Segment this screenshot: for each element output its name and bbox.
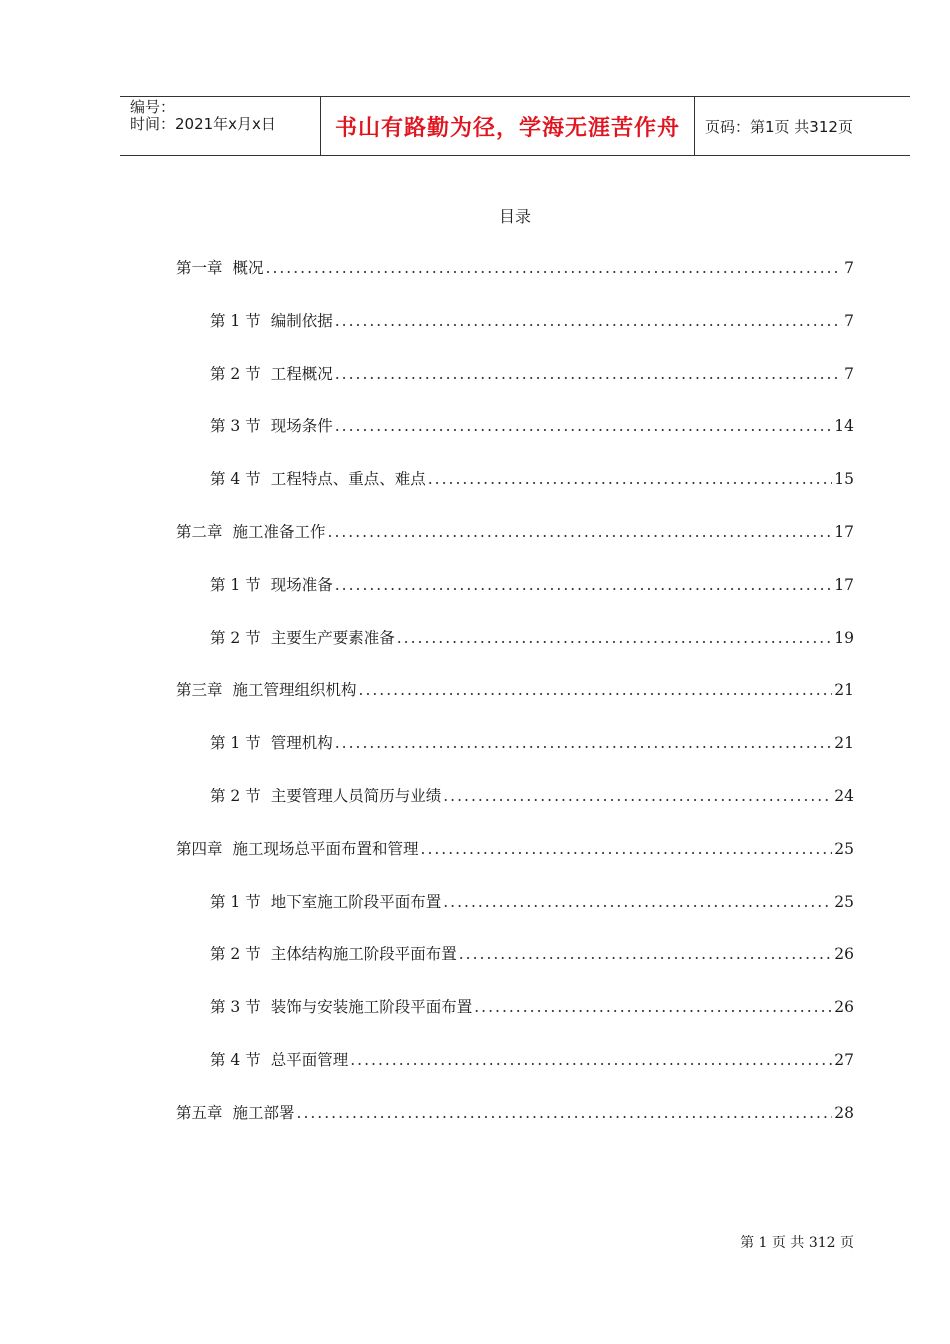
toc-entry-page: 25 (834, 892, 854, 911)
toc-entry-page: 7 (844, 364, 854, 383)
toc-entry-number: 第 2 节 (210, 364, 261, 383)
toc-entry-title: 总平面管理 (270, 1051, 349, 1069)
toc-leader-dots (335, 415, 833, 437)
toc-section-entry[interactable] (210, 363, 854, 385)
toc-entry-number: 第 3 节 (210, 417, 261, 436)
toc-entry-title: 现场准备 (270, 575, 333, 594)
toc-entry-title: 施工管理组织机构 (232, 681, 357, 700)
toc-entry-number: 第 4 节 (210, 470, 261, 489)
toc-leader-dots (266, 257, 843, 279)
toc-entry-number: 第三章 (176, 681, 223, 700)
document-number-label: 编号： (130, 98, 176, 116)
toc-entry-title: 主体结构施工阶段平面布置 (270, 945, 457, 964)
toc-leader-dots (328, 521, 833, 543)
toc-entry-title: 施工部署 (232, 1103, 295, 1122)
toc-leader-dots (335, 310, 842, 332)
toc-leader-dots (421, 838, 833, 860)
toc-entry-title: 现场条件 (270, 417, 333, 436)
toc-entry-number: 第五章 (176, 1103, 223, 1122)
toc-entry-page: 26 (834, 945, 854, 964)
toc-leader-dots (474, 996, 832, 1018)
toc-section-entry[interactable] (210, 732, 854, 754)
toc-entry-page: 21 (834, 681, 854, 700)
toc-entry-page: 26 (834, 998, 854, 1017)
toc-leader-dots (428, 468, 833, 490)
toc-section-entry[interactable] (210, 468, 854, 490)
header-page-cell (695, 97, 910, 155)
toc-section-entry[interactable] (210, 1049, 854, 1071)
toc-entry-page: 15 (834, 470, 854, 489)
document-header (120, 96, 910, 156)
toc-entry-number: 第 2 节 (210, 787, 261, 805)
toc-section-entry[interactable] (210, 996, 854, 1018)
toc-entry-title: 主要管理人员简历与业绩 (270, 787, 442, 805)
toc-entry-number: 第 1 节 (210, 575, 261, 594)
toc-entry-page: 25 (834, 839, 854, 858)
toc-entry-number: 第二章 (176, 523, 223, 541)
page-footer: 第 1 页 共 312 页 (740, 1235, 854, 1251)
toc-entry-number: 第 2 节 (210, 628, 261, 647)
toc-section-entry[interactable] (210, 891, 854, 913)
toc-leader-dots (350, 1049, 832, 1071)
toc-entry-page: 19 (834, 628, 854, 647)
toc-section-entry[interactable] (210, 310, 854, 332)
toc-entry-title: 施工现场总平面布置和管理 (232, 839, 419, 858)
toc-leader-dots (459, 943, 833, 965)
toc-entry-number: 第 1 节 (210, 734, 261, 753)
toc-chapter-entry[interactable] (176, 1102, 854, 1124)
toc-entry-page: 17 (834, 523, 854, 541)
toc-entry-number: 第四章 (176, 839, 223, 858)
toc-entry-title: 施工准备工作 (232, 523, 326, 541)
toc-section-entry[interactable] (210, 627, 854, 649)
toc-section-entry[interactable] (210, 574, 854, 596)
toc-entry-title: 地下室施工阶段平面布置 (270, 892, 442, 911)
toc-leader-dots (443, 785, 832, 807)
header-motto-cell (321, 97, 695, 155)
toc-entry-page: 21 (834, 734, 854, 753)
toc-entry-number: 第 1 节 (210, 892, 261, 911)
toc-entry-page: 7 (844, 259, 854, 277)
toc-entry-number: 第 2 节 (210, 945, 261, 964)
toc-entry-title: 工程概况 (270, 364, 333, 383)
header-motto: 书山有路勤为径，学海无涯苦作舟 (334, 115, 680, 141)
toc-entry-page: 14 (834, 417, 854, 436)
header-meta-cell (120, 97, 321, 155)
toc-chapter-entry[interactable] (176, 679, 854, 701)
toc-entry-page: 27 (834, 1051, 854, 1069)
toc-entry-title: 概况 (232, 259, 264, 277)
toc-leader-dots (335, 732, 833, 754)
toc-leader-dots (335, 363, 842, 385)
document-time-label: 时间：2021年x月x日 (130, 115, 276, 133)
toc-entry-number: 第 1 节 (210, 311, 261, 330)
toc-leader-dots (397, 627, 833, 649)
toc-entry-number: 第 4 节 (210, 1051, 261, 1069)
toc-section-entry[interactable] (210, 785, 854, 807)
toc-entry-title: 工程特点、重点、难点 (270, 470, 426, 489)
toc-section-entry[interactable] (210, 943, 854, 965)
toc-title: 目录 (498, 207, 531, 226)
toc-entry-title: 装饰与安装施工阶段平面布置 (270, 998, 473, 1017)
toc-chapter-entry[interactable] (176, 257, 854, 279)
toc-leader-dots (443, 891, 832, 913)
toc-leader-dots (335, 574, 833, 596)
toc-section-entry[interactable] (210, 415, 854, 437)
toc-entry-page: 24 (834, 787, 854, 805)
toc-entry-number: 第 3 节 (210, 998, 261, 1017)
toc-entry-page: 28 (834, 1103, 854, 1122)
toc-leader-dots (359, 679, 833, 701)
toc-leader-dots (297, 1102, 833, 1124)
header-page-label: 页码：第1页 共312页 (705, 117, 853, 136)
toc-entry-title: 管理机构 (270, 734, 333, 753)
toc-chapter-entry[interactable] (176, 521, 854, 543)
toc-entry-page: 7 (844, 311, 854, 330)
toc-entry-number: 第一章 (176, 259, 223, 277)
toc-entry-title: 编制依据 (270, 311, 333, 330)
toc-chapter-entry[interactable] (176, 838, 854, 860)
toc-entry-page: 17 (834, 575, 854, 594)
toc-entry-title: 主要生产要素准备 (270, 628, 395, 647)
